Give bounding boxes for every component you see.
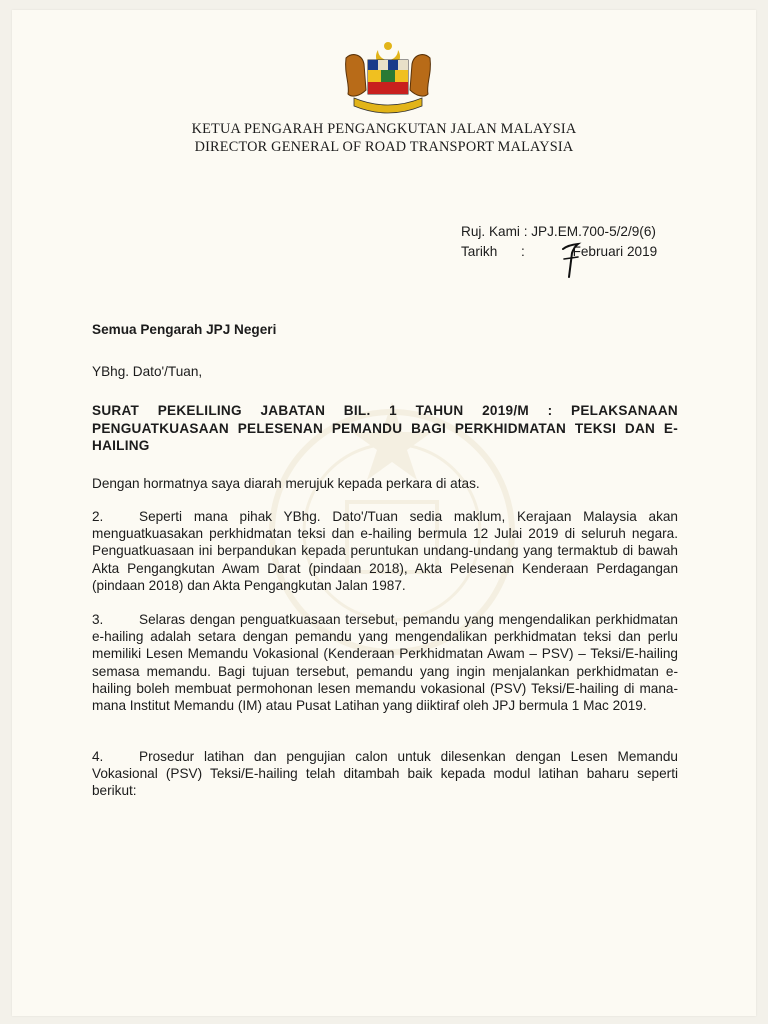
- paragraph-number: 3.: [92, 612, 104, 627]
- date-label: Tarikh: [461, 244, 498, 259]
- letter-page: [12, 10, 756, 1016]
- paragraph-2: [92, 508, 678, 594]
- paragraph-text: Seperti mana pihak YBhg. Dato'/Tuan sedia maklum, Kerajaan Malaysia akan menguatkuasakan perkhidmatan teksi dan e-hailing bermula 12 Julai 2019 di seluruh negara. Penguatkuasaan ini berpandukan kepada peruntukan undang-undang yang termaktub di bawah Akta Pengangkutan Awam Darat (pindaan 2018), Akta Pelesenan Kenderaan Perdagangan (pindaan 2018) dan Akta Pengangkutan Jalan 1987.: [92, 509, 678, 593]
- handwritten-day: [560, 239, 582, 279]
- paragraph-text: Prosedur latihan dan pengujian calon untuk dilesenkan dengan Lesen Memandu Vokasional (PSV) Teksi/E-hailing telah ditambah baik kepada modul latihan baharu seperti berikut:: [92, 749, 678, 799]
- date-value: Februari 2019: [572, 244, 658, 259]
- coat-of-arms-icon: [338, 38, 438, 118]
- paragraph-3: [92, 611, 678, 714]
- reference-value: : JPJ.EM.700-5/2/9(6): [523, 224, 656, 239]
- reference-label: Ruj. Kami: [461, 224, 520, 239]
- subject-heading: SURAT PEKELILING JABATAN BIL. 1 TAHUN 2019/M : PELAKSANAAN PENGUATKUASAAN PELESENAN PEMANDU BAGI PERKHIDMATAN TEKSI DAN E-HAILING: [92, 403, 678, 453]
- letterhead-line-english: DIRECTOR GENERAL OF ROAD TRANSPORT MALAYSIA: [194, 139, 574, 155]
- salutation: YBhg. Dato'/Tuan,: [92, 364, 203, 379]
- date-separator: :: [521, 244, 525, 259]
- paragraph-4: [92, 748, 678, 800]
- letterhead-line-malay: KETUA PENGARAH PENGANGKUTAN JALAN MALAYSIA: [191, 121, 577, 137]
- opening-line: Dengan hormatnya saya diarah merujuk kepada perkara di atas.: [92, 476, 480, 491]
- paragraph-text: Selaras dengan penguatkuasaan tersebut, pemandu yang mengendalikan perkhidmatan e-hailing adalah setara dengan pemandu yang mengendalikan perkhidmatan teksi dan perlu memiliki Lesen Memandu Vokasional (Kenderaan Perkhidmatan Awam – PSV) – Teksi/E-hailing semasa memandu. Bagi tujuan tersebut, pemandu yang ingin menjalankan perkhidmatan e-hailing boleh membuat permohonan lesen memandu vokasional (PSV) Teksi/E-hailing di mana-mana Institut Memandu (IM) atau Pusat Latihan yang diiktiraf oleh JPJ bermula 1 Mac 2019.: [92, 612, 678, 714]
- reference-row: [461, 224, 656, 239]
- paragraph-number: 4.: [92, 749, 104, 764]
- addressee: Semua Pengarah JPJ Negeri: [92, 322, 277, 337]
- paragraph-number: 2.: [92, 509, 104, 524]
